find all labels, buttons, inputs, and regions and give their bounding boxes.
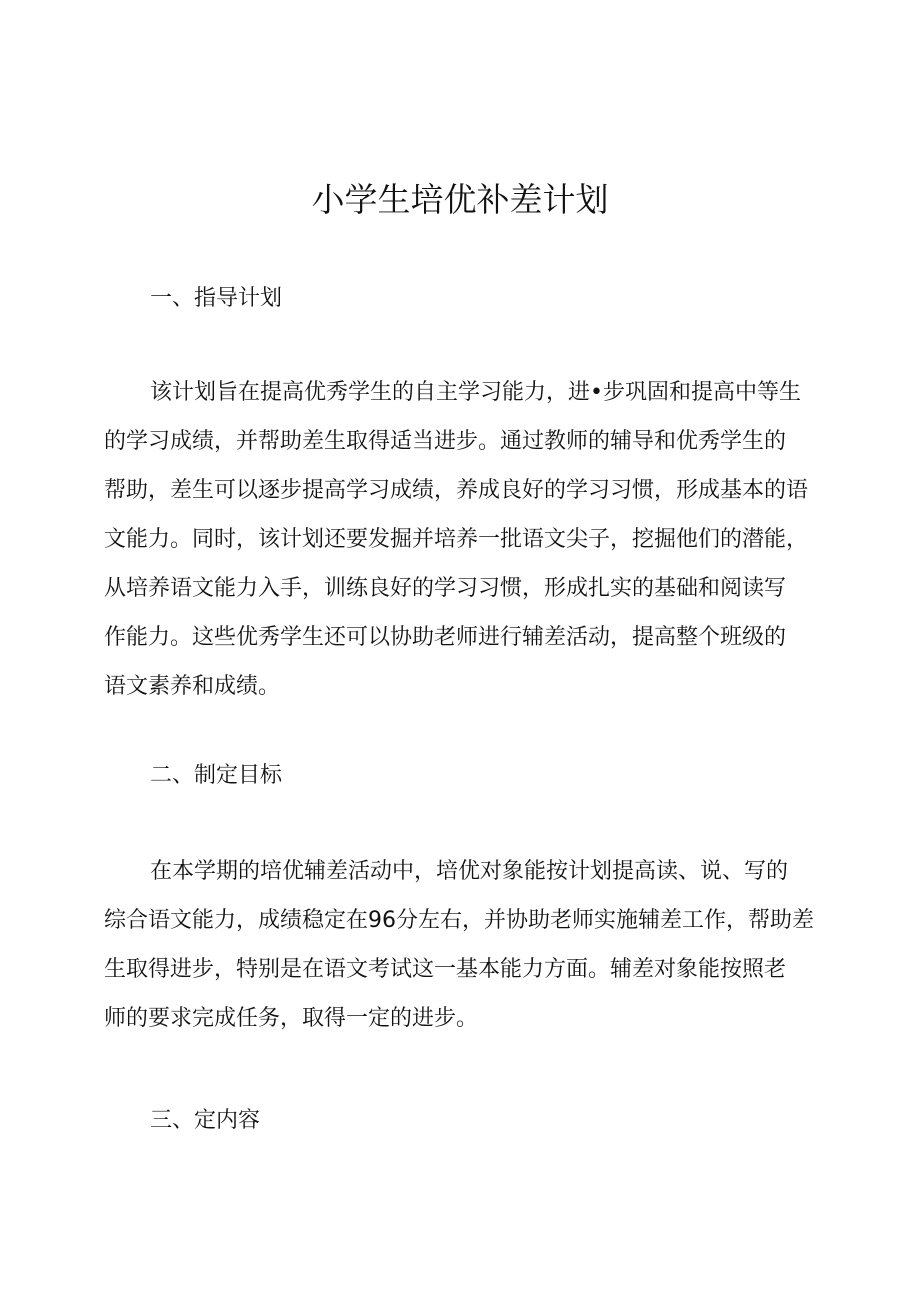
paragraph-line: 语文素养和成绩。 [104, 674, 281, 699]
section-paragraph-2 [104, 847, 824, 1043]
paragraph-line: 师的要求完成任务，取得一定的进步。 [104, 1006, 479, 1031]
paragraph-line: 在本学期的培优辅差活动中，培优对象能按计划提高读、说、写的 [150, 859, 789, 884]
section-heading-3: 三、定内容 [150, 1108, 261, 1133]
paragraph-line: 的学习成绩，并帮助差生取得适当进步。通过教师的辅导和优秀学生的 [104, 429, 787, 454]
document-title: 小学生培优补差计划 [311, 180, 609, 219]
paragraph-line: 帮助，差生可以逐步提高学习成绩，养成良好的学习习惯，形成基本的语 [104, 478, 809, 503]
paragraph-line: 生取得进步，特别是在语文考试这一基本能力方面。辅差对象能按照老 [104, 957, 787, 982]
paragraph-line: 作能力。这些优秀学生还可以协助老师进行辅差活动，提高整个班级的 [104, 625, 787, 650]
paragraph-line: 综合语文能力，成绩稳定在96分左右，并协助老师实施辅差工作，帮助差 [104, 908, 814, 933]
paragraph-line: 文能力。同时，该计划还要发掘并培养一批语文尖子，挖掘他们的潜能， [104, 527, 809, 552]
paragraph-line: 从培养语文能力入手，训练良好的学习习惯，形成扎实的基础和阅读写 [104, 576, 787, 601]
section-paragraph-1 [104, 368, 824, 711]
paragraph-line: 该计划旨在提高优秀学生的自主学习能力，进•步巩固和提高中等生 [150, 380, 801, 405]
section-heading-2: 二、制定目标 [150, 763, 283, 788]
section-heading-1: 一、指导计划 [150, 286, 283, 311]
